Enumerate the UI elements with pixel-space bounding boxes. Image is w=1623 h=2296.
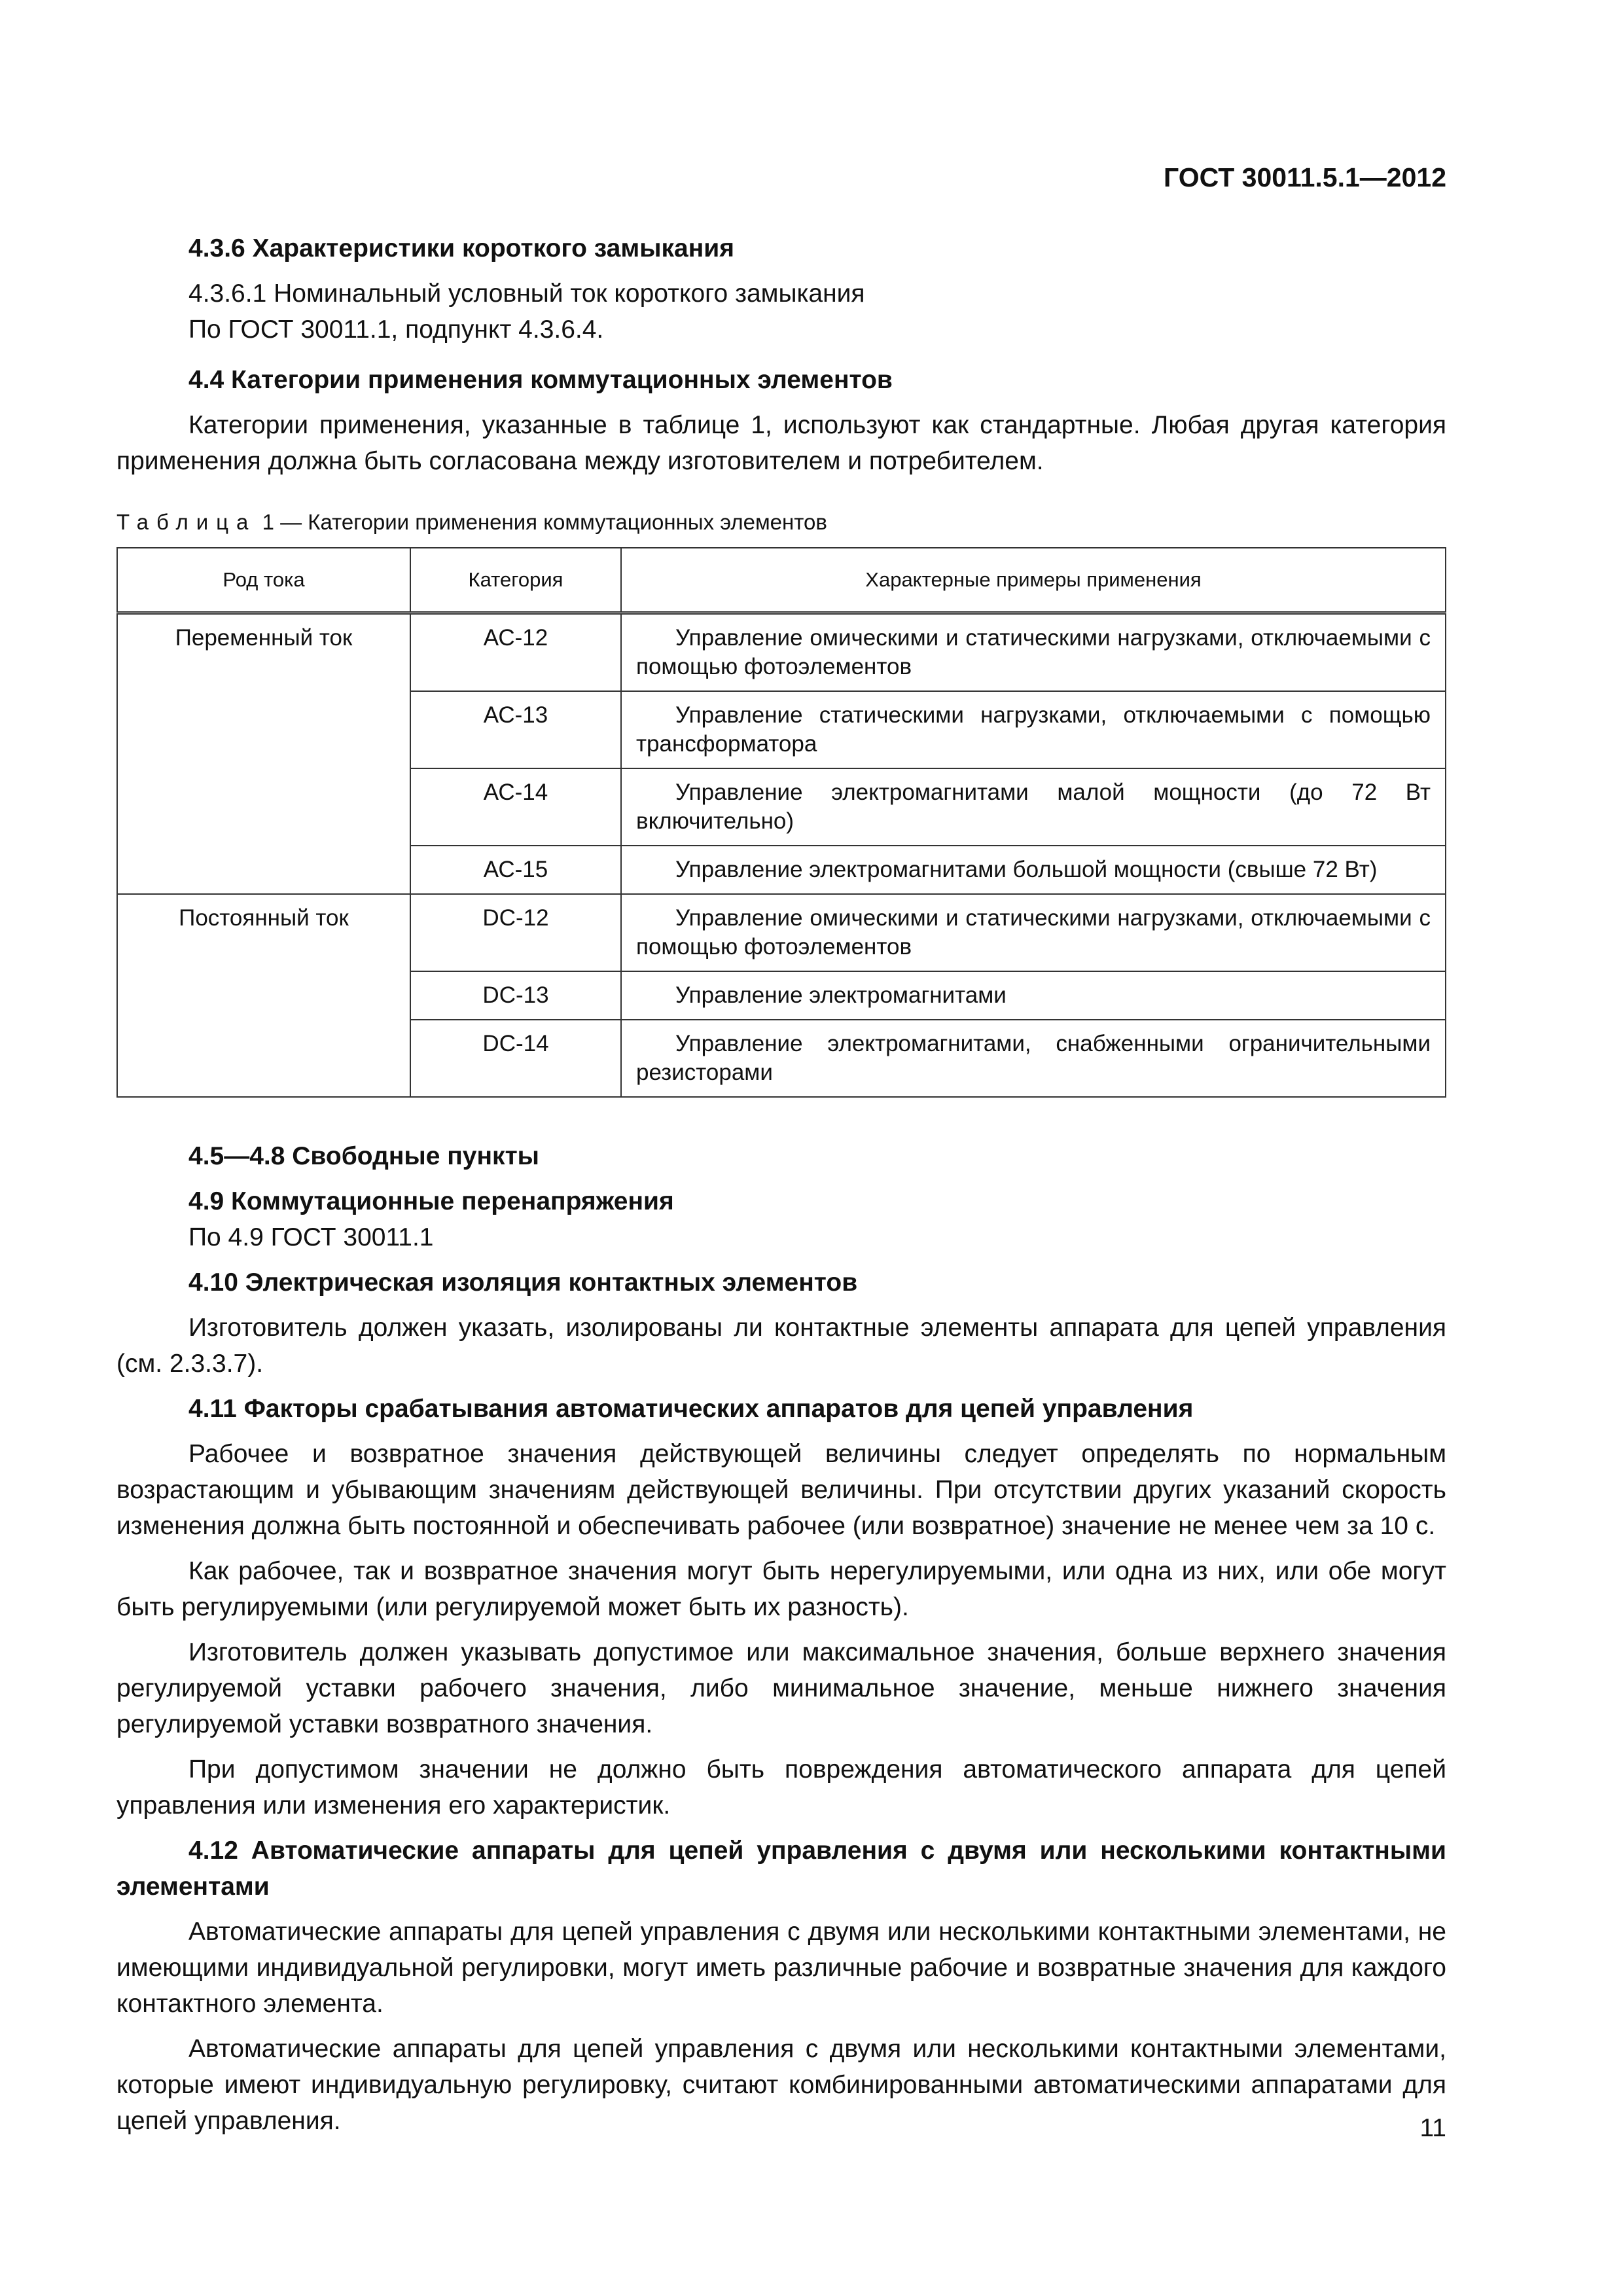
cell-category: АС-15 [410,846,621,894]
paragraph-4-12-2: Автоматические аппараты для цепей управления с двумя или несколькими контактными элементами, которые имеют индивидуальную регулировку, считают комбинированными автоматическими аппаратами для цепей управления. [116,2035,1446,2135]
cell-example: Управление электромагнитами малой мощности (до 72 Вт включительно) [621,768,1446,846]
cell-category: DC-13 [410,971,621,1020]
subitem-4-3-6-1-ref: По ГОСТ 30011.1, подпункт 4.3.6.4. [188,315,604,344]
cell-example: Управление омическими и статическими нагрузками, отключаемыми с помощью фотоэлементов [621,894,1446,971]
paragraph-4-11-1: Рабочее и возвратное значения действующей величины следует определять по нормальным возрастающим и убывающим значениям действующей величины. При отсутствии других указаний скорость изменения должна быть постоянной и обеспечивать рабочее (или возвратное) значение не менее чем за 10 с. [116,1440,1446,1540]
paragraph-4-9: По 4.9 ГОСТ 30011.1 [188,1223,434,1251]
table-caption-label: Таблица [116,510,257,534]
paragraph-4-11-2: Как рабочее, так и возвратное значения могут быть нерегулируемыми, или одна из них, или обе могут быть регулируемыми (или регулируемой может быть их разность). [116,1557,1446,1621]
subitem-4-3-6-1: 4.3.6.1 Номинальный условный ток короткого замыкания [188,279,865,308]
cell-example: Управление электромагнитами [621,971,1446,1020]
paragraph-4-12-1: Автоматические аппараты для цепей управления с двумя или несколькими контактными элементами, не имеющими индивидуальной регулировки, могут иметь различные рабочие и возвратные значения для каждого контактного элемента. [116,1918,1446,2018]
cell-category: АС-13 [410,691,621,768]
table-caption-text: 1 — Категории применения коммутационных элементов [262,510,827,534]
table-header-row [117,548,1446,613]
document-code: ГОСТ 30011.5.1—2012 [1164,162,1446,192]
paragraph-4-10: Изготовитель должен указать, изолированы ли контактные элементы аппарата для цепей управления (см. 2.3.3.7). [116,1314,1446,1378]
heading-4-9: 4.9 Коммутационные перенапряжения [188,1187,674,1215]
cell-current-ac: Переменный ток [117,613,410,895]
page-number: 11 [1419,2114,1446,2142]
heading-4-11: 4.11 Факторы срабатывания автоматических аппаратов для цепей управления [188,1395,1194,1423]
table-row [117,894,1446,971]
cell-category: DC-14 [410,1020,621,1097]
heading-4-4: 4.4 Категории применения коммутационных элементов [188,366,893,394]
cell-example: Управление омическими и статическими нагрузками, отключаемыми с помощью фотоэлементов [621,613,1446,692]
cell-example: Управление электромагнитами большой мощности (свыше 72 Вт) [621,846,1446,894]
cell-category: АС-12 [410,613,621,692]
table-caption [116,508,1446,537]
heading-4-12: 4.12 Автоматические аппараты для цепей управления с двумя или несколькими контактными элементами [116,1837,1446,1901]
table-row [117,613,1446,692]
cell-category: DC-12 [410,894,621,971]
cell-example: Управление электромагнитами, снабженными ограничительными резисторами [621,1020,1446,1097]
paragraph-4-4: Категории применения, указанные в таблице 1, используют как стандартные. Любая другая категория применения должна быть согласована между изготовителем и потребителем. [116,411,1446,475]
header-category: Категория [410,548,621,613]
heading-4-5-4-8: 4.5—4.8 Свободные пункты [188,1142,539,1170]
cell-example: Управление статическими нагрузками, отключаемыми с помощью трансформатора [621,691,1446,768]
heading-4-3-6: 4.3.6 Характеристики короткого замыкания [188,234,735,262]
heading-4-10: 4.10 Электрическая изоляция контактных элементов [188,1268,858,1297]
document-body [116,230,1446,2139]
paragraph-4-11-3: Изготовитель должен указывать допустимое или максимальное значения, больше верхнего значения регулируемой уставки рабочего значения, либо минимальное значение, меньше нижнего значения регулируемой уставки возвратного значения. [116,1638,1446,1738]
cell-category: АС-14 [410,768,621,846]
paragraph-4-11-4: При допустимом значении не должно быть повреждения автоматического аппарата для цепей управления или изменения его характеристик. [116,1755,1446,1820]
categories-table [116,547,1446,1098]
header-current-type: Род тока [117,548,410,613]
cell-current-dc: Постоянный ток [117,894,410,1097]
header-examples: Характерные примеры применения [621,548,1446,613]
